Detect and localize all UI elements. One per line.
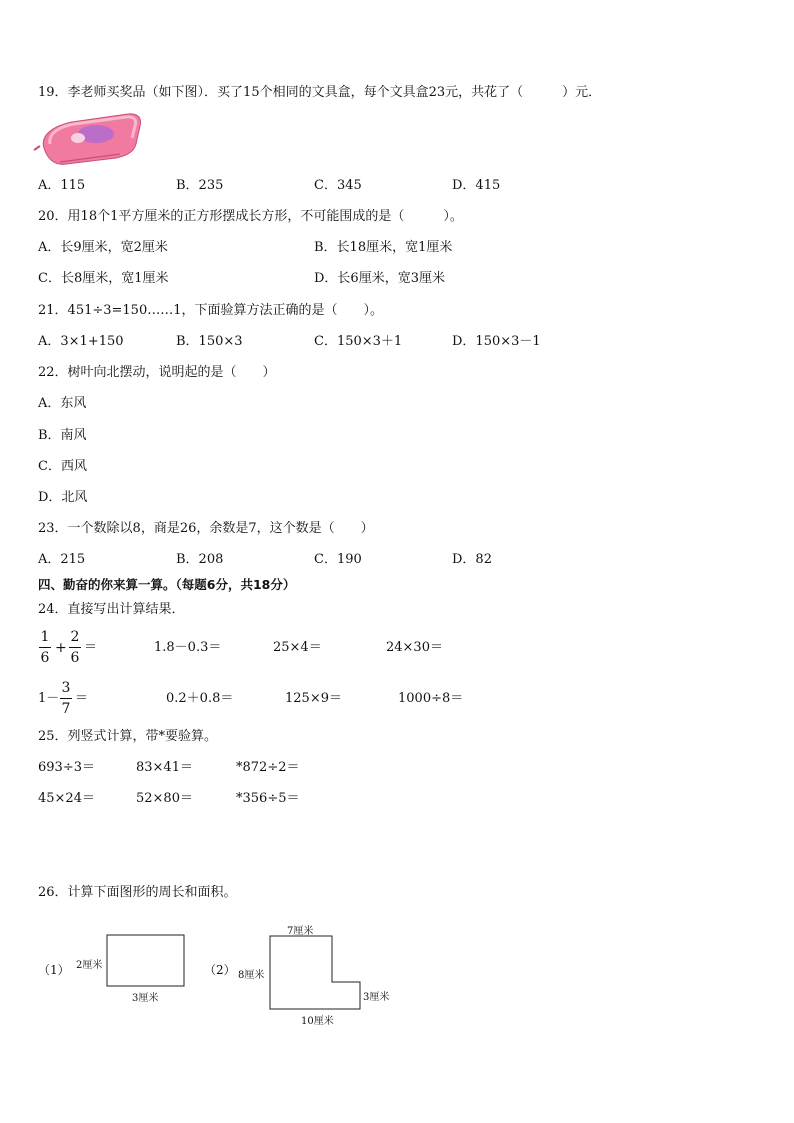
q25-stem: 25．列竖式计算，带*要验算。 [38,729,218,744]
q21-option-c[interactable]: C．150×3＋1 [314,334,403,349]
equals-sign: ＝ [84,640,98,655]
q24-expr: 25×4＝ [273,640,322,655]
q24-expr: 125×9＝ [285,691,342,706]
q22-option-b[interactable]: B．南风 [38,428,87,443]
q25-expr: 45×24＝ [38,791,95,806]
q22-option-d[interactable]: D．北风 [38,490,88,505]
q23-option-d[interactable]: D．82 [452,552,492,567]
figure-1-width-label: 3厘米 [132,993,159,1004]
q21-option-b[interactable]: B．150×3 [176,334,243,349]
q20-option-d[interactable]: D．长6厘米，宽3厘米 [314,271,445,286]
q21-option-d[interactable]: D．150×3－1 [452,334,541,349]
q19-option-c[interactable]: C．345 [314,178,362,193]
q23-option-c[interactable]: C．190 [314,552,362,567]
plus-sign: + [55,640,67,656]
figure-2-step-label: 3厘米 [363,992,390,1003]
q20-option-a[interactable]: A．长9厘米，宽2厘米 [38,240,168,255]
figure-2-top-label: 7厘米 [287,926,314,937]
q23-option-b[interactable]: B．208 [176,552,224,567]
q23-stem: 23．一个数除以8，商是26，余数是7，这个数是（ ） [38,521,374,536]
fraction-bar [69,647,81,648]
q25-expr: 52×80＝ [136,791,193,806]
fraction-bar [60,698,72,699]
one-minus: 1－ [38,691,60,706]
q25-expr: 693÷3＝ [38,760,95,775]
q19-stem: 19．李老师买奖品（如下图）．买了15个相同的文具盒，每个文具盒23元，共花了（ ）元． [38,85,602,100]
q24-fraction-3 [60,680,72,717]
fraction-bar [39,647,51,648]
pencil-case-icon [34,114,141,164]
equals-sign: ＝ [75,691,89,706]
fraction-denominator: 7 [61,701,71,717]
q20-stem: 20．用18个1平方厘米的正方形摆成长方形，不可能围成的是（ ）。 [38,209,463,224]
figure-2-number: （2） [204,963,236,977]
q25-expr: *872÷2＝ [236,760,300,775]
q21-option-a[interactable]: A．3×1+150 [38,334,124,349]
q26-stem: 26．计算下面图形的周长和面积。 [38,885,237,900]
q22-stem: 22．树叶向北摆动，说明起的是（ ） [38,365,276,380]
q25-expr: 83×41＝ [136,760,193,775]
q22-option-c[interactable]: C．西风 [38,459,87,474]
q24-expr: 1000÷8＝ [398,691,464,706]
fraction-numerator: 3 [61,680,71,696]
q23-option-a[interactable]: A．215 [38,552,86,567]
q24-expr: 1.8－0.3＝ [154,640,222,655]
q20-option-c[interactable]: C．长8厘米，宽1厘米 [38,271,169,286]
fraction-denominator: 6 [70,650,80,666]
q25-expr: *356÷5＝ [236,791,300,806]
q19-option-b[interactable]: B．235 [176,178,224,193]
fraction-denominator: 6 [40,650,50,666]
figure-1-height-label: 2厘米 [76,960,103,971]
figure-1-number: （1） [38,963,70,977]
fraction-numerator: 1 [40,629,50,645]
q24-stem: 24．直接写出计算结果． [38,602,185,617]
q24-fraction-2 [69,629,81,666]
q24-expr: 0.2＋0.8＝ [166,691,234,706]
q19-option-d[interactable]: D．415 [452,178,501,193]
q19-option-a[interactable]: A．115 [38,178,86,193]
q24-fraction-1 [39,629,51,666]
q21-stem: 21．451÷3=150……1，下面验算方法正确的是（ ）。 [38,303,383,318]
q24-expr: 24×30＝ [386,640,443,655]
fraction-numerator: 2 [70,629,80,645]
figure-2-left-label: 8厘米 [238,970,265,981]
figure-2-bottom-label: 10厘米 [301,1016,334,1027]
q20-option-b[interactable]: B．长18厘米，宽1厘米 [314,240,453,255]
section-4-title: 四、勤奋的你来算一算。（每题6分，共18分） [38,577,296,592]
q22-option-a[interactable]: A．东风 [38,396,87,411]
